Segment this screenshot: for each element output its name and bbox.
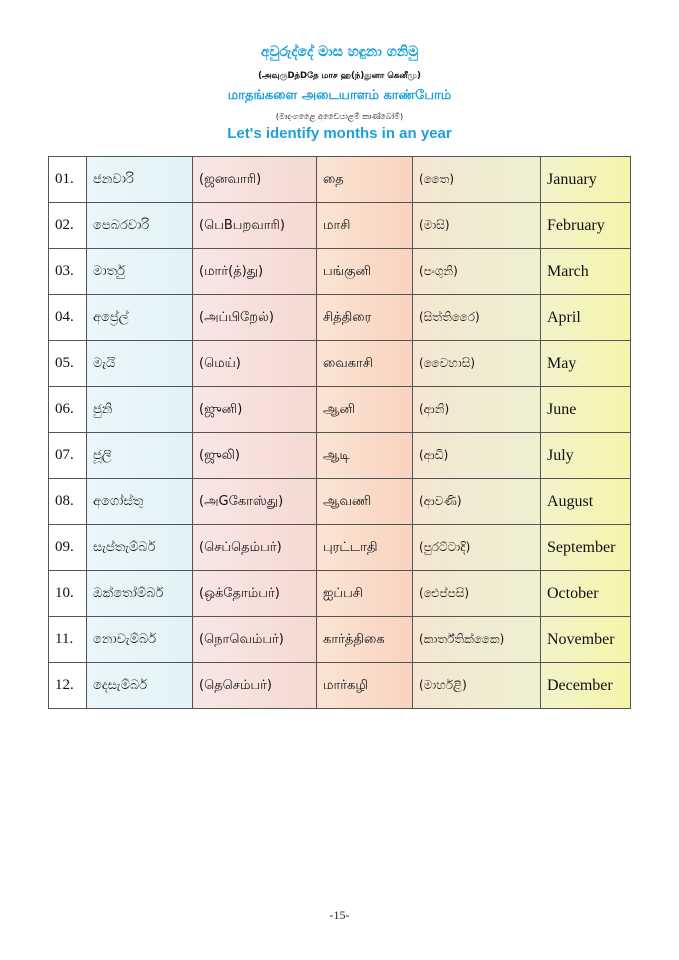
table-row [49, 525, 631, 571]
tamil-month-sinhala-script: (කාර්ත්තික්කෛ) [413, 617, 541, 663]
table-row [49, 203, 631, 249]
month-number: 02. [49, 203, 87, 249]
table-row [49, 341, 631, 387]
sinhala-title: අවුරුද්දේ මාස හඳුනා ගනිමු [260, 44, 419, 60]
tamil-month-sinhala-script: (ආවණි) [413, 479, 541, 525]
table-row [49, 617, 631, 663]
tamil-month-sinhala-script: (සිත්තිරෛ) [413, 295, 541, 341]
month-number: 12. [49, 663, 87, 709]
table-row [49, 157, 631, 203]
english-month: September [541, 525, 631, 571]
tamil-month: மார்கழி [317, 663, 413, 709]
tamil-month-sinhala-script: (තෛ) [413, 157, 541, 203]
month-number: 11. [49, 617, 87, 663]
month-number: 03. [49, 249, 87, 295]
sinhala-month-tamil-script: (தெசெம்பர்) [193, 663, 317, 709]
month-number: 10. [49, 571, 87, 617]
tamil-month: ஆனி [317, 387, 413, 433]
table-row [49, 249, 631, 295]
tamil-month-sinhala-script: (මාසි) [413, 203, 541, 249]
sinhala-month-tamil-script: (செப்தெம்பர்) [193, 525, 317, 571]
tamil-month: கார்த்திகை [317, 617, 413, 663]
sinhala-title-tamil-transliteration: (அவுருDத்Dதே மாச ஹ(ந்)துனா கெனீமு) [258, 71, 421, 81]
english-month: October [541, 571, 631, 617]
sinhala-month-tamil-script: (மெய்) [193, 341, 317, 387]
tamil-month: ஐப்பசி [317, 571, 413, 617]
table-row [49, 571, 631, 617]
month-number: 08. [49, 479, 87, 525]
tamil-month-sinhala-script: (ඓප්පසි) [413, 571, 541, 617]
month-number: 04. [49, 295, 87, 341]
table-row [49, 387, 631, 433]
tamil-month-sinhala-script: (ආනි) [413, 387, 541, 433]
tamil-month: மாசி [317, 203, 413, 249]
tamil-month-sinhala-script: (මාර්හළි) [413, 663, 541, 709]
sinhala-month-tamil-script: (நொவெம்பர்) [193, 617, 317, 663]
sinhala-month: ජනවාරි [87, 157, 193, 203]
sinhala-month: අගෝස්තු [87, 479, 193, 525]
tamil-month: சித்திரை [317, 295, 413, 341]
english-month: February [541, 203, 631, 249]
tamil-month: ஆடி [317, 433, 413, 479]
english-month: April [541, 295, 631, 341]
table-row [49, 433, 631, 479]
month-number: 09. [49, 525, 87, 571]
english-month: December [541, 663, 631, 709]
page-number: -15- [329, 908, 350, 922]
tamil-month: பங்குனி [317, 249, 413, 295]
sinhala-month: දෙසැම්බර් [87, 663, 193, 709]
tamil-month: ஆவணி [317, 479, 413, 525]
sinhala-month: සැප්තැම්බර් [87, 525, 193, 571]
tamil-title-sinhala-transliteration: (මාදංගළෛ අඩෛයාළම් කාණ්බෝම්) [275, 112, 404, 121]
tamil-month-sinhala-script: (ආඩි) [413, 433, 541, 479]
tamil-month: வைகாசி [317, 341, 413, 387]
table-row [49, 663, 631, 709]
sinhala-month: ඔක්තෝම්බර් [87, 571, 193, 617]
sinhala-month-tamil-script: (ஜனவாரி) [193, 157, 317, 203]
tamil-month-sinhala-script: (පංගුනි) [413, 249, 541, 295]
tamil-month: தை [317, 157, 413, 203]
tamil-month-sinhala-script: (පුරට්ටාදි) [413, 525, 541, 571]
sinhala-month-tamil-script: (மார்(த்)து) [193, 249, 317, 295]
table-row [49, 479, 631, 525]
english-month: July [541, 433, 631, 479]
english-month: May [541, 341, 631, 387]
english-month: January [541, 157, 631, 203]
month-number: 07. [49, 433, 87, 479]
sinhala-month-tamil-script: (ஜுனி) [193, 387, 317, 433]
tamil-month-sinhala-script: (වෛහාසි) [413, 341, 541, 387]
sinhala-month: මැයි [87, 341, 193, 387]
months-table-body [49, 157, 631, 709]
months-table [48, 156, 631, 709]
english-month: August [541, 479, 631, 525]
sinhala-month-tamil-script: (அப்பிறேல்) [193, 295, 317, 341]
english-month: March [541, 249, 631, 295]
tamil-month: புரட்டாதி [317, 525, 413, 571]
sinhala-month: අප්‍රේල් [87, 295, 193, 341]
sinhala-month: ජුනි [87, 387, 193, 433]
month-number: 01. [49, 157, 87, 203]
english-month: June [541, 387, 631, 433]
tamil-title: மாதங்களை அடையாளம் காண்போம் [227, 88, 452, 103]
sinhala-month: නොවැම්බර් [87, 617, 193, 663]
english-title: Let's identify months in an year [227, 125, 452, 142]
english-month: November [541, 617, 631, 663]
sinhala-month: පෙබරවාරි [87, 203, 193, 249]
sinhala-month-tamil-script: (ஒக்தோம்பர்) [193, 571, 317, 617]
table-row [49, 295, 631, 341]
sinhala-month-tamil-script: (பெBபறவாரி) [193, 203, 317, 249]
month-number: 05. [49, 341, 87, 387]
sinhala-month: මාර්තු [87, 249, 193, 295]
sinhala-month-tamil-script: (அGகோஸ்து) [193, 479, 317, 525]
sinhala-month-tamil-script: (ஜுலி) [193, 433, 317, 479]
month-number: 06. [49, 387, 87, 433]
sinhala-month: ජූලි [87, 433, 193, 479]
